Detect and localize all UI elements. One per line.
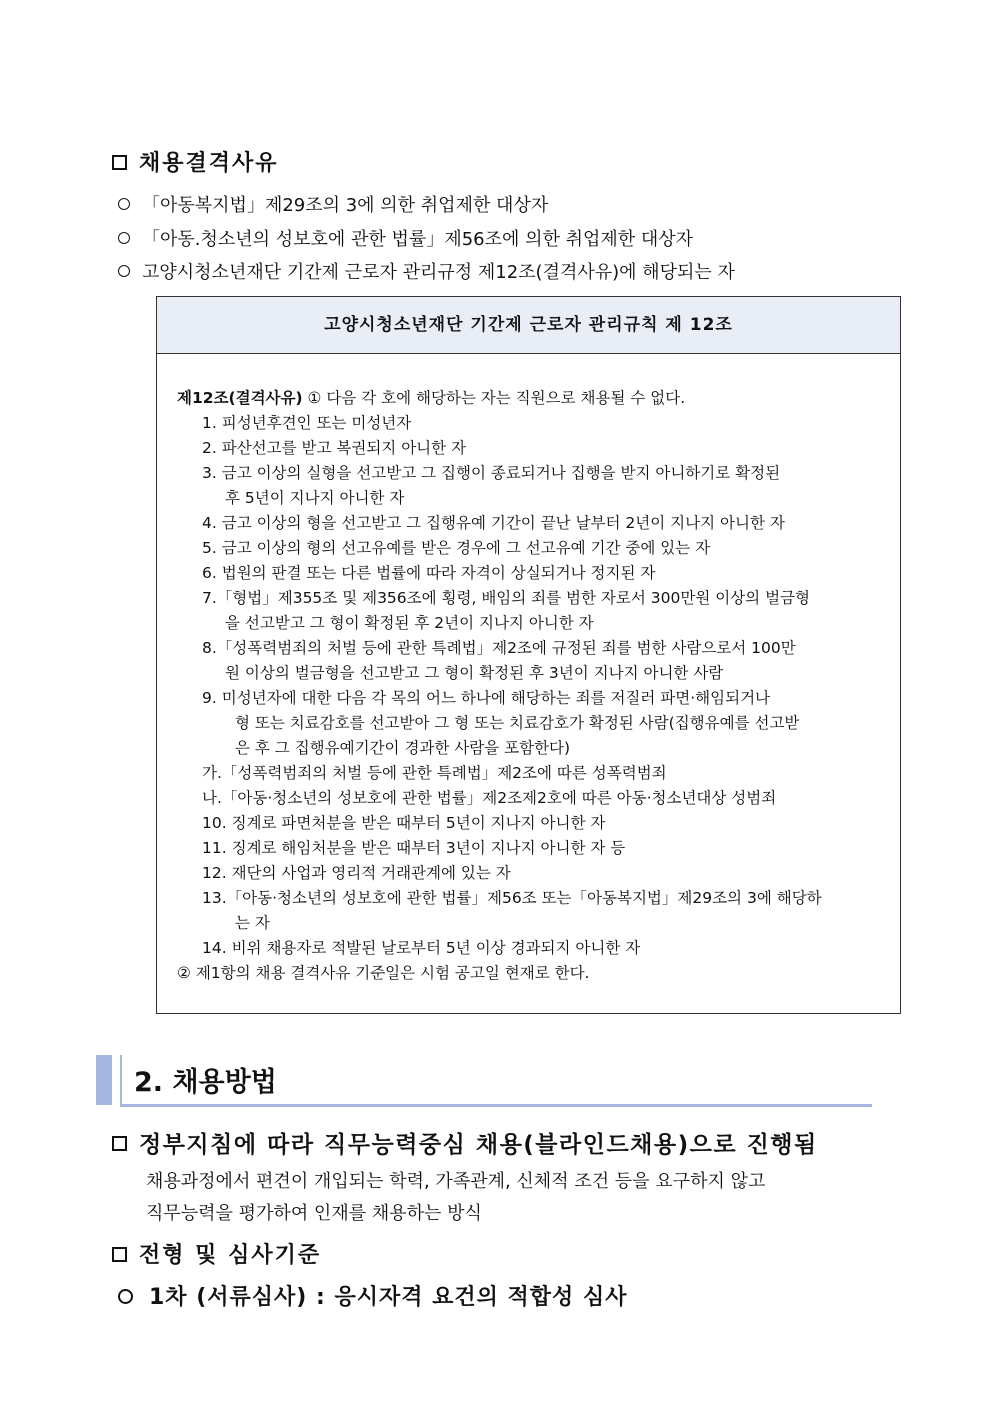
section-accent-vline (120, 1055, 122, 1107)
stage-1-line (118, 1280, 627, 1311)
bullet-item (118, 258, 735, 284)
list-item: 원 이상의 벌금형을 선고받고 그 형이 확정된 후 3년이 지나지 아니한 사람 (225, 664, 724, 682)
list-item: 7.「형법」제355조 및 제356조에 횡령, 배임의 죄를 범한 자로서 300만원 이상의 벌금형 (202, 589, 810, 607)
list-item: 후 5년이 지나지 아니한 자 (225, 489, 405, 507)
list-item: 는 자 (235, 914, 270, 932)
list-item: 11. 징계로 해임처분을 받은 때부터 3년이 지나지 아니한 자 등 (202, 839, 626, 857)
desc-line-2: 직무능력을 평가하여 인재를 채용하는 방식 (146, 1203, 482, 1224)
heading-screening-criteria (112, 1238, 321, 1269)
bullet-text: 「아동복지법」제29조의 3에 의한 취업제한 대상자 (142, 195, 549, 216)
desc-line-1: 채용과정에서 편견이 개입되는 학력, 가족관계, 신체적 조건 등을 요구하지 않고 (146, 1171, 766, 1192)
article-intro-text: ① 다음 각 호에 해당하는 자는 직원으로 채용될 수 없다. (307, 389, 686, 407)
list-item: 14. 비위 채용자로 적발된 날로부터 5년 이상 경과되지 아니한 자 (202, 939, 641, 957)
section-heading-disqualification (112, 146, 279, 177)
regulation-box (156, 296, 901, 1014)
circle-bullet-icon (118, 232, 130, 244)
list-item: 나.「아동·청소년의 성보호에 관한 법률」제2조제2호에 따른 아동·청소년대상 성범죄 (202, 789, 777, 807)
section-heading-text: 채용결격사유 (139, 151, 279, 176)
heading-blind-recruitment (112, 1126, 818, 1159)
stage-1-text: 1차 (서류심사) : 응시자격 요건의 적합성 심사 (149, 1285, 628, 1310)
list-item: 을 선고받고 그 형이 확정된 후 2년이 지나지 아니한 자 (225, 614, 594, 632)
regulation-box-title: 고양시청소년재단 기간제 근로자 관리규칙 제 12조 (157, 297, 900, 354)
list-item: 9. 미성년자에 대한 다음 각 목의 어느 하나에 해당하는 죄를 저질러 파면·해임되거나 (202, 689, 771, 707)
article-intro (177, 386, 685, 408)
bullet-text: 고양시청소년재단 기간제 근로자 관리규정 제12조(결격사유)에 해당되는 자 (142, 262, 735, 283)
list-item: 12. 재단의 사업과 영리적 거래관계에 있는 자 (202, 864, 511, 882)
list-item: 형 또는 치료감호를 선고받아 그 형 또는 치료감호가 확정된 사람(집행유예를 선고받 (235, 714, 800, 732)
bullet-item (118, 191, 548, 217)
list-item: 1. 피성년후견인 또는 미성년자 (202, 414, 412, 432)
list-item: 가.「성폭력범죄의 처벌 등에 관한 특례법」제2조에 따른 성폭력범죄 (202, 764, 667, 782)
list-item: 5. 금고 이상의 형의 선고유예를 받은 경우에 그 선고유예 기간 중에 있는 자 (202, 539, 711, 557)
list-item: 3. 금고 이상의 실형을 선고받고 그 집행이 종료되거나 집행을 받지 아니하기로 확정된 (202, 464, 781, 482)
list-item: 10. 징계로 파면처분을 받은 때부터 5년이 지나지 아니한 자 (202, 814, 606, 832)
section-title: 2. 채용방법 (134, 1067, 277, 1098)
list-item: 8.「성폭력범죄의 처벌 등에 관한 특례법」제2조에 규정된 죄를 범한 사람으로서 100만 (202, 639, 796, 657)
checkbox-square-icon (112, 155, 127, 170)
paragraph-2: ② 제1항의 채용 결격사유 기준일은 시험 공고일 현재로 한다. (177, 964, 590, 982)
section-underline (120, 1104, 872, 1107)
list-item: 13.「아동·청소년의 성보호에 관한 법률」제56조 또는「아동복지법」제29조의 3에 해당하 (202, 889, 822, 907)
circle-bullet-icon (118, 265, 130, 277)
list-item: 2. 파산선고를 받고 복권되지 아니한 자 (202, 439, 467, 457)
circle-bullet-icon (118, 198, 130, 210)
checkbox-square-icon (112, 1247, 127, 1262)
heading-text: 전형 및 심사기준 (139, 1243, 322, 1268)
list-item: 6. 법원의 판결 또는 다른 법률에 따라 자격이 상실되거나 정지된 자 (202, 564, 656, 582)
section-accent-bar (96, 1055, 112, 1105)
bullet-item (118, 225, 693, 251)
list-item: 은 후 그 집행유예기간이 경과한 사람을 포함한다) (235, 739, 571, 757)
list-item: 4. 금고 이상의 형을 선고받고 그 집행유예 기간이 끝난 날부터 2년이 지나지 아니한 자 (202, 514, 785, 532)
checkbox-square-icon (112, 1136, 127, 1151)
circle-bullet-icon (118, 1289, 133, 1304)
bullet-text: 「아동.청소년의 성보호에 관한 법률」제56조에 의한 취업제한 대상자 (142, 229, 694, 250)
heading-text: 정부지침에 따라 직무능력중심 채용(블라인드채용)으로 진행됨 (139, 1132, 818, 1158)
article-label: 제12조(결격사유) (177, 389, 303, 407)
